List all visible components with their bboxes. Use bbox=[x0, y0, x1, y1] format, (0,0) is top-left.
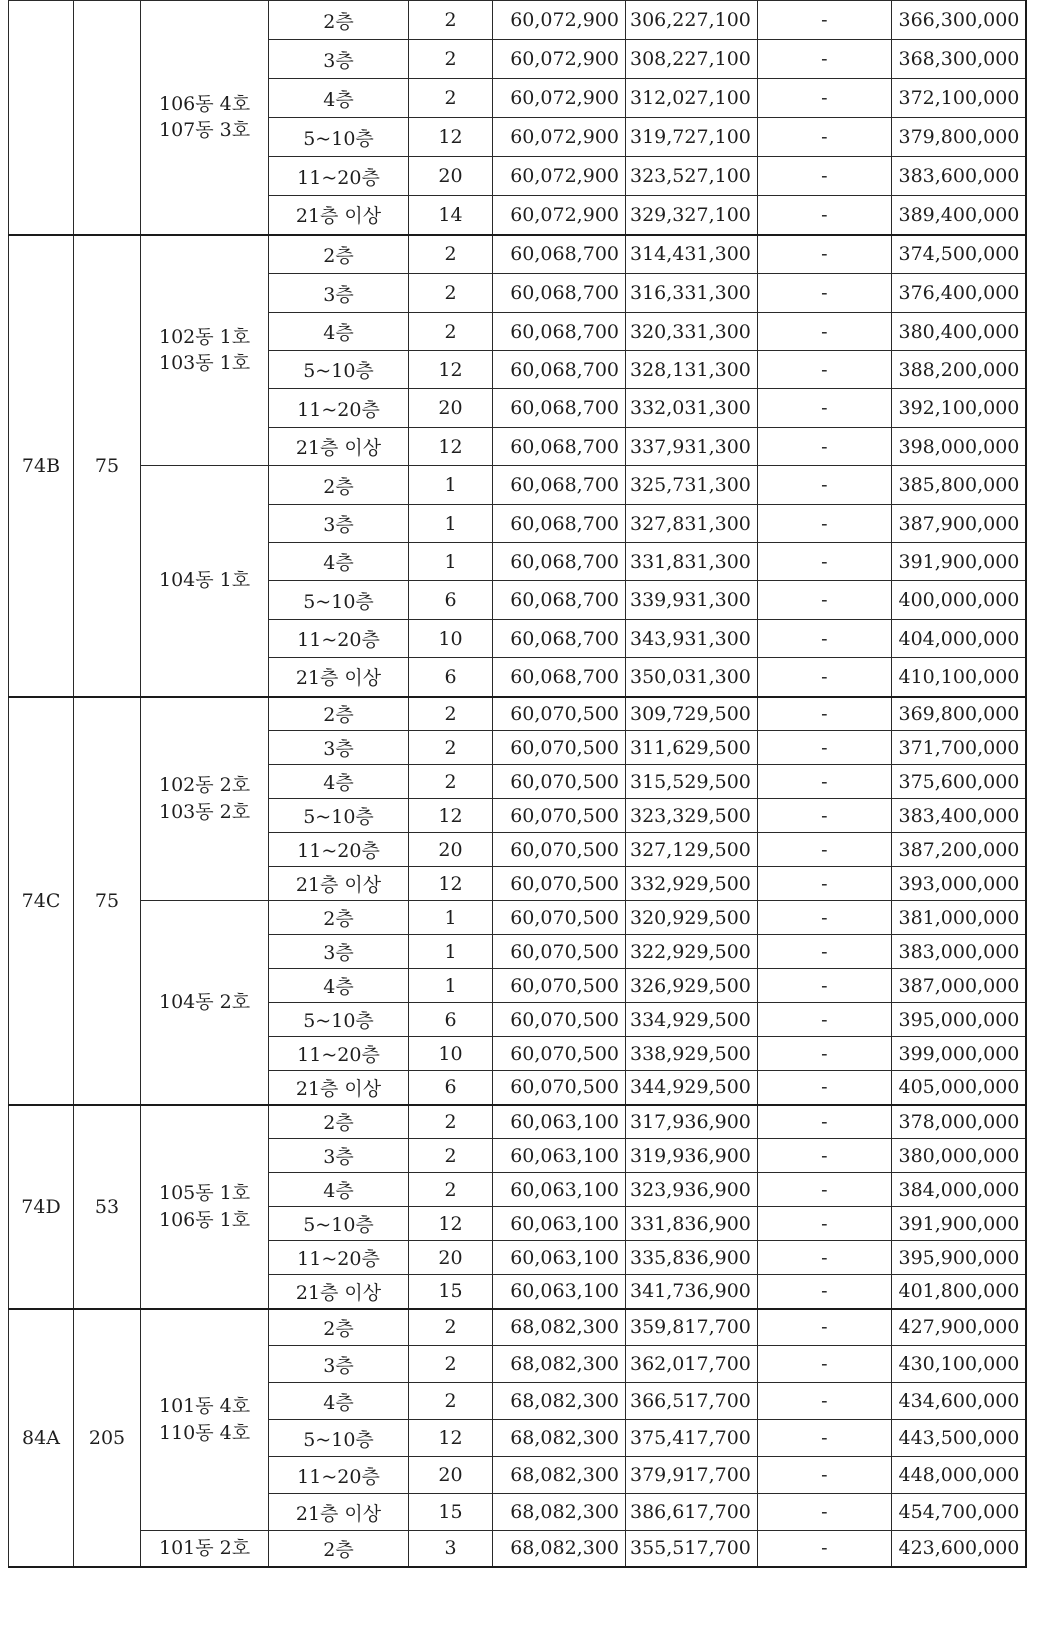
total-price-cell: 392,100,000 bbox=[891, 389, 1026, 428]
land-price-cell: 60,072,900 bbox=[493, 118, 626, 157]
total-price-cell: 376,400,000 bbox=[891, 274, 1026, 313]
total-price-cell: 400,000,000 bbox=[891, 581, 1026, 620]
total-price-cell: 380,000,000 bbox=[891, 1139, 1026, 1173]
vat-cell: - bbox=[757, 1494, 891, 1531]
table-row bbox=[9, 1531, 1027, 1567]
building-price-cell: 386,617,700 bbox=[626, 1494, 758, 1531]
housing-type-cell: 74B bbox=[9, 235, 74, 697]
units-cell: 12 bbox=[409, 1207, 493, 1241]
units-cell: 2 bbox=[409, 697, 493, 731]
total-price-cell: 379,800,000 bbox=[891, 118, 1026, 157]
units-cell: 10 bbox=[409, 1037, 493, 1071]
housing-type-cell: 74C bbox=[9, 697, 74, 1105]
building-price-cell: 323,527,100 bbox=[626, 157, 758, 196]
floor-cell: 3층 bbox=[269, 40, 409, 79]
housing-type-cell: 84A bbox=[9, 1309, 74, 1567]
building-price-cell: 328,131,300 bbox=[626, 351, 758, 389]
building-price-cell: 316,331,300 bbox=[626, 274, 758, 313]
total-price-cell: 375,600,000 bbox=[891, 765, 1026, 799]
units-cell: 2 bbox=[409, 1309, 493, 1346]
floor-cell: 5~10층 bbox=[269, 799, 409, 833]
building-price-cell: 359,817,700 bbox=[626, 1309, 758, 1346]
building-price-cell: 319,727,100 bbox=[626, 118, 758, 157]
price-table-container bbox=[8, 0, 1027, 1568]
vat-cell: - bbox=[757, 79, 891, 118]
vat-cell: - bbox=[757, 1173, 891, 1207]
floor-cell: 2층 bbox=[269, 1309, 409, 1346]
total-price-cell: 405,000,000 bbox=[891, 1071, 1026, 1105]
land-price-cell: 60,068,700 bbox=[493, 466, 626, 505]
units-cell: 6 bbox=[409, 581, 493, 620]
total-price-cell: 387,200,000 bbox=[891, 833, 1026, 867]
units-cell: 2 bbox=[409, 1, 493, 40]
vat-cell: - bbox=[757, 389, 891, 428]
floor-cell: 11~20층 bbox=[269, 833, 409, 867]
building-price-cell: 337,931,300 bbox=[626, 428, 758, 466]
building-price-cell: 379,917,700 bbox=[626, 1457, 758, 1494]
floor-cell: 11~20층 bbox=[269, 157, 409, 196]
total-price-cell: 404,000,000 bbox=[891, 620, 1026, 658]
units-cell: 2 bbox=[409, 1383, 493, 1420]
vat-cell: - bbox=[757, 697, 891, 731]
building-price-cell: 311,629,500 bbox=[626, 731, 758, 765]
building-price-cell: 325,731,300 bbox=[626, 466, 758, 505]
units-cell: 12 bbox=[409, 351, 493, 389]
land-price-cell: 68,082,300 bbox=[493, 1494, 626, 1531]
building-price-cell: 312,027,100 bbox=[626, 79, 758, 118]
price-table-body bbox=[9, 1, 1027, 1567]
floor-cell: 2층 bbox=[269, 466, 409, 505]
vat-cell: - bbox=[757, 1207, 891, 1241]
units-cell: 12 bbox=[409, 428, 493, 466]
floor-cell: 21층 이상 bbox=[269, 428, 409, 466]
units-cell: 2 bbox=[409, 1346, 493, 1383]
units-cell: 20 bbox=[409, 1457, 493, 1494]
floor-cell: 21층 이상 bbox=[269, 196, 409, 235]
building-price-cell: 308,227,100 bbox=[626, 40, 758, 79]
price-table bbox=[8, 0, 1027, 1568]
land-price-cell: 60,068,700 bbox=[493, 658, 626, 697]
units-cell: 1 bbox=[409, 969, 493, 1003]
building-price-cell: 327,831,300 bbox=[626, 505, 758, 543]
floor-cell: 11~20층 bbox=[269, 389, 409, 428]
units-cell: 6 bbox=[409, 1003, 493, 1037]
floor-cell: 3층 bbox=[269, 935, 409, 969]
building-price-cell: 322,929,500 bbox=[626, 935, 758, 969]
floor-cell: 4층 bbox=[269, 765, 409, 799]
supply-count-cell: 75 bbox=[74, 235, 141, 697]
units-cell: 6 bbox=[409, 1071, 493, 1105]
building-price-cell: 315,529,500 bbox=[626, 765, 758, 799]
building-unit-cell: 104동 1호 bbox=[141, 466, 269, 697]
vat-cell: - bbox=[757, 1531, 891, 1567]
total-price-cell: 369,800,000 bbox=[891, 697, 1026, 731]
total-price-cell: 443,500,000 bbox=[891, 1420, 1026, 1457]
table-row bbox=[9, 466, 1027, 505]
building-price-cell: 375,417,700 bbox=[626, 1420, 758, 1457]
total-price-cell: 427,900,000 bbox=[891, 1309, 1026, 1346]
building-price-cell: 323,936,900 bbox=[626, 1173, 758, 1207]
vat-cell: - bbox=[757, 157, 891, 196]
building-price-cell: 338,929,500 bbox=[626, 1037, 758, 1071]
units-cell: 6 bbox=[409, 658, 493, 697]
land-price-cell: 60,072,900 bbox=[493, 1, 626, 40]
building-price-cell: 327,129,500 bbox=[626, 833, 758, 867]
floor-cell: 2층 bbox=[269, 1105, 409, 1139]
floor-cell: 2층 bbox=[269, 901, 409, 935]
vat-cell: - bbox=[757, 1309, 891, 1346]
land-price-cell: 60,063,100 bbox=[493, 1241, 626, 1275]
floor-cell: 5~10층 bbox=[269, 1420, 409, 1457]
total-price-cell: 389,400,000 bbox=[891, 196, 1026, 235]
vat-cell: - bbox=[757, 118, 891, 157]
floor-cell: 21층 이상 bbox=[269, 658, 409, 697]
land-price-cell: 60,070,500 bbox=[493, 1071, 626, 1105]
vat-cell: - bbox=[757, 1, 891, 40]
building-price-cell: 329,327,100 bbox=[626, 196, 758, 235]
total-price-cell: 385,800,000 bbox=[891, 466, 1026, 505]
total-price-cell: 372,100,000 bbox=[891, 79, 1026, 118]
table-row bbox=[9, 1, 1027, 40]
land-price-cell: 60,063,100 bbox=[493, 1275, 626, 1309]
floor-cell: 4층 bbox=[269, 1173, 409, 1207]
total-price-cell: 374,500,000 bbox=[891, 235, 1026, 274]
units-cell: 2 bbox=[409, 79, 493, 118]
land-price-cell: 68,082,300 bbox=[493, 1309, 626, 1346]
units-cell: 12 bbox=[409, 867, 493, 901]
total-price-cell: 395,900,000 bbox=[891, 1241, 1026, 1275]
building-unit-cell: 102동 2호 103동 2호 bbox=[141, 697, 269, 901]
land-price-cell: 60,070,500 bbox=[493, 901, 626, 935]
vat-cell: - bbox=[757, 867, 891, 901]
units-cell: 12 bbox=[409, 118, 493, 157]
floor-cell: 11~20층 bbox=[269, 1037, 409, 1071]
table-row bbox=[9, 1309, 1027, 1346]
vat-cell: - bbox=[757, 731, 891, 765]
floor-cell: 21층 이상 bbox=[269, 1071, 409, 1105]
land-price-cell: 60,063,100 bbox=[493, 1105, 626, 1139]
units-cell: 20 bbox=[409, 833, 493, 867]
total-price-cell: 378,000,000 bbox=[891, 1105, 1026, 1139]
units-cell: 1 bbox=[409, 505, 493, 543]
land-price-cell: 60,070,500 bbox=[493, 1003, 626, 1037]
floor-cell: 3층 bbox=[269, 505, 409, 543]
land-price-cell: 60,072,900 bbox=[493, 40, 626, 79]
building-price-cell: 326,929,500 bbox=[626, 969, 758, 1003]
total-price-cell: 448,000,000 bbox=[891, 1457, 1026, 1494]
floor-cell: 3층 bbox=[269, 731, 409, 765]
land-price-cell: 60,070,500 bbox=[493, 969, 626, 1003]
building-price-cell: 314,431,300 bbox=[626, 235, 758, 274]
building-price-cell: 309,729,500 bbox=[626, 697, 758, 731]
land-price-cell: 60,072,900 bbox=[493, 157, 626, 196]
units-cell: 12 bbox=[409, 799, 493, 833]
total-price-cell: 398,000,000 bbox=[891, 428, 1026, 466]
land-price-cell: 60,068,700 bbox=[493, 581, 626, 620]
units-cell: 2 bbox=[409, 765, 493, 799]
units-cell: 2 bbox=[409, 313, 493, 351]
supply-count-cell: 205 bbox=[74, 1309, 141, 1567]
total-price-cell: 434,600,000 bbox=[891, 1383, 1026, 1420]
total-price-cell: 383,600,000 bbox=[891, 157, 1026, 196]
land-price-cell: 60,070,500 bbox=[493, 867, 626, 901]
floor-cell: 5~10층 bbox=[269, 1003, 409, 1037]
vat-cell: - bbox=[757, 765, 891, 799]
floor-cell: 2층 bbox=[269, 1, 409, 40]
vat-cell: - bbox=[757, 1275, 891, 1309]
land-price-cell: 60,068,700 bbox=[493, 620, 626, 658]
land-price-cell: 60,068,700 bbox=[493, 505, 626, 543]
vat-cell: - bbox=[757, 543, 891, 581]
floor-cell: 11~20층 bbox=[269, 1457, 409, 1494]
vat-cell: - bbox=[757, 1003, 891, 1037]
building-unit-cell: 106동 4호 107동 3호 bbox=[141, 1, 269, 235]
land-price-cell: 60,070,500 bbox=[493, 697, 626, 731]
total-price-cell: 401,800,000 bbox=[891, 1275, 1026, 1309]
vat-cell: - bbox=[757, 1139, 891, 1173]
units-cell: 2 bbox=[409, 274, 493, 313]
land-price-cell: 60,063,100 bbox=[493, 1173, 626, 1207]
vat-cell: - bbox=[757, 620, 891, 658]
vat-cell: - bbox=[757, 274, 891, 313]
total-price-cell: 391,900,000 bbox=[891, 543, 1026, 581]
floor-cell: 2층 bbox=[269, 1531, 409, 1567]
floor-cell: 3층 bbox=[269, 1346, 409, 1383]
vat-cell: - bbox=[757, 351, 891, 389]
land-price-cell: 68,082,300 bbox=[493, 1420, 626, 1457]
land-price-cell: 60,063,100 bbox=[493, 1207, 626, 1241]
units-cell: 2 bbox=[409, 731, 493, 765]
total-price-cell: 381,000,000 bbox=[891, 901, 1026, 935]
vat-cell: - bbox=[757, 969, 891, 1003]
vat-cell: - bbox=[757, 466, 891, 505]
floor-cell: 3층 bbox=[269, 274, 409, 313]
building-price-cell: 317,936,900 bbox=[626, 1105, 758, 1139]
housing-type-cell: 74D bbox=[9, 1105, 74, 1309]
land-price-cell: 68,082,300 bbox=[493, 1531, 626, 1567]
units-cell: 20 bbox=[409, 157, 493, 196]
units-cell: 2 bbox=[409, 40, 493, 79]
building-unit-cell: 101동 4호 110동 4호 bbox=[141, 1309, 269, 1531]
building-unit-cell: 101동 2호 bbox=[141, 1531, 269, 1567]
building-price-cell: 319,936,900 bbox=[626, 1139, 758, 1173]
floor-cell: 5~10층 bbox=[269, 581, 409, 620]
total-price-cell: 430,100,000 bbox=[891, 1346, 1026, 1383]
land-price-cell: 60,070,500 bbox=[493, 731, 626, 765]
floor-cell: 5~10층 bbox=[269, 1207, 409, 1241]
units-cell: 1 bbox=[409, 901, 493, 935]
vat-cell: - bbox=[757, 1457, 891, 1494]
vat-cell: - bbox=[757, 428, 891, 466]
floor-cell: 3층 bbox=[269, 1139, 409, 1173]
floor-cell: 4층 bbox=[269, 543, 409, 581]
building-price-cell: 355,517,700 bbox=[626, 1531, 758, 1567]
building-price-cell: 341,736,900 bbox=[626, 1275, 758, 1309]
land-price-cell: 60,072,900 bbox=[493, 196, 626, 235]
building-price-cell: 334,929,500 bbox=[626, 1003, 758, 1037]
vat-cell: - bbox=[757, 581, 891, 620]
vat-cell: - bbox=[757, 40, 891, 79]
land-price-cell: 60,070,500 bbox=[493, 1037, 626, 1071]
vat-cell: - bbox=[757, 313, 891, 351]
total-price-cell: 366,300,000 bbox=[891, 1, 1026, 40]
floor-cell: 4층 bbox=[269, 969, 409, 1003]
land-price-cell: 68,082,300 bbox=[493, 1383, 626, 1420]
floor-cell: 5~10층 bbox=[269, 118, 409, 157]
land-price-cell: 60,068,700 bbox=[493, 235, 626, 274]
total-price-cell: 399,000,000 bbox=[891, 1037, 1026, 1071]
units-cell: 15 bbox=[409, 1275, 493, 1309]
land-price-cell: 60,068,700 bbox=[493, 351, 626, 389]
vat-cell: - bbox=[757, 658, 891, 697]
units-cell: 15 bbox=[409, 1494, 493, 1531]
vat-cell: - bbox=[757, 1241, 891, 1275]
building-price-cell: 344,929,500 bbox=[626, 1071, 758, 1105]
units-cell: 14 bbox=[409, 196, 493, 235]
floor-cell: 4층 bbox=[269, 1383, 409, 1420]
units-cell: 2 bbox=[409, 235, 493, 274]
vat-cell: - bbox=[757, 901, 891, 935]
building-price-cell: 366,517,700 bbox=[626, 1383, 758, 1420]
units-cell: 2 bbox=[409, 1105, 493, 1139]
land-price-cell: 60,070,500 bbox=[493, 765, 626, 799]
vat-cell: - bbox=[757, 833, 891, 867]
units-cell: 12 bbox=[409, 1420, 493, 1457]
floor-cell: 11~20층 bbox=[269, 620, 409, 658]
housing-type-cell bbox=[9, 1, 74, 235]
floor-cell: 11~20층 bbox=[269, 1241, 409, 1275]
total-price-cell: 423,600,000 bbox=[891, 1531, 1026, 1567]
total-price-cell: 395,000,000 bbox=[891, 1003, 1026, 1037]
floor-cell: 21층 이상 bbox=[269, 1275, 409, 1309]
vat-cell: - bbox=[757, 1071, 891, 1105]
building-price-cell: 331,831,300 bbox=[626, 543, 758, 581]
building-price-cell: 362,017,700 bbox=[626, 1346, 758, 1383]
total-price-cell: 380,400,000 bbox=[891, 313, 1026, 351]
land-price-cell: 60,070,500 bbox=[493, 833, 626, 867]
land-price-cell: 60,068,700 bbox=[493, 389, 626, 428]
floor-cell: 4층 bbox=[269, 313, 409, 351]
total-price-cell: 387,000,000 bbox=[891, 969, 1026, 1003]
supply-count-cell bbox=[74, 1, 141, 235]
units-cell: 20 bbox=[409, 389, 493, 428]
vat-cell: - bbox=[757, 1037, 891, 1071]
building-price-cell: 332,929,500 bbox=[626, 867, 758, 901]
total-price-cell: 410,100,000 bbox=[891, 658, 1026, 697]
total-price-cell: 391,900,000 bbox=[891, 1207, 1026, 1241]
land-price-cell: 60,068,700 bbox=[493, 543, 626, 581]
floor-cell: 2층 bbox=[269, 235, 409, 274]
building-price-cell: 339,931,300 bbox=[626, 581, 758, 620]
supply-count-cell: 75 bbox=[74, 697, 141, 1105]
total-price-cell: 384,000,000 bbox=[891, 1173, 1026, 1207]
vat-cell: - bbox=[757, 235, 891, 274]
vat-cell: - bbox=[757, 1420, 891, 1457]
building-unit-cell: 104동 2호 bbox=[141, 901, 269, 1105]
units-cell: 10 bbox=[409, 620, 493, 658]
building-price-cell: 350,031,300 bbox=[626, 658, 758, 697]
total-price-cell: 383,000,000 bbox=[891, 935, 1026, 969]
units-cell: 20 bbox=[409, 1241, 493, 1275]
total-price-cell: 388,200,000 bbox=[891, 351, 1026, 389]
building-unit-cell: 105동 1호 106동 1호 bbox=[141, 1105, 269, 1309]
floor-cell: 2층 bbox=[269, 697, 409, 731]
floor-cell: 21층 이상 bbox=[269, 867, 409, 901]
building-unit-cell: 102동 1호 103동 1호 bbox=[141, 235, 269, 466]
total-price-cell: 383,400,000 bbox=[891, 799, 1026, 833]
building-price-cell: 320,331,300 bbox=[626, 313, 758, 351]
vat-cell: - bbox=[757, 1105, 891, 1139]
total-price-cell: 371,700,000 bbox=[891, 731, 1026, 765]
building-price-cell: 335,836,900 bbox=[626, 1241, 758, 1275]
building-price-cell: 332,031,300 bbox=[626, 389, 758, 428]
units-cell: 2 bbox=[409, 1173, 493, 1207]
building-price-cell: 320,929,500 bbox=[626, 901, 758, 935]
land-price-cell: 60,070,500 bbox=[493, 935, 626, 969]
vat-cell: - bbox=[757, 196, 891, 235]
land-price-cell: 68,082,300 bbox=[493, 1346, 626, 1383]
vat-cell: - bbox=[757, 1383, 891, 1420]
vat-cell: - bbox=[757, 799, 891, 833]
vat-cell: - bbox=[757, 505, 891, 543]
vat-cell: - bbox=[757, 1346, 891, 1383]
building-price-cell: 343,931,300 bbox=[626, 620, 758, 658]
units-cell: 1 bbox=[409, 466, 493, 505]
land-price-cell: 60,063,100 bbox=[493, 1139, 626, 1173]
vat-cell: - bbox=[757, 935, 891, 969]
land-price-cell: 60,072,900 bbox=[493, 79, 626, 118]
floor-cell: 5~10층 bbox=[269, 351, 409, 389]
units-cell: 1 bbox=[409, 935, 493, 969]
units-cell: 3 bbox=[409, 1531, 493, 1567]
table-row bbox=[9, 901, 1027, 935]
land-price-cell: 60,068,700 bbox=[493, 313, 626, 351]
table-row bbox=[9, 697, 1027, 731]
supply-count-cell: 53 bbox=[74, 1105, 141, 1309]
land-price-cell: 60,068,700 bbox=[493, 428, 626, 466]
total-price-cell: 454,700,000 bbox=[891, 1494, 1026, 1531]
building-price-cell: 323,329,500 bbox=[626, 799, 758, 833]
total-price-cell: 368,300,000 bbox=[891, 40, 1026, 79]
total-price-cell: 393,000,000 bbox=[891, 867, 1026, 901]
total-price-cell: 387,900,000 bbox=[891, 505, 1026, 543]
building-price-cell: 331,836,900 bbox=[626, 1207, 758, 1241]
land-price-cell: 60,070,500 bbox=[493, 799, 626, 833]
land-price-cell: 68,082,300 bbox=[493, 1457, 626, 1494]
units-cell: 2 bbox=[409, 1139, 493, 1173]
floor-cell: 21층 이상 bbox=[269, 1494, 409, 1531]
land-price-cell: 60,068,700 bbox=[493, 274, 626, 313]
table-row bbox=[9, 1105, 1027, 1139]
units-cell: 1 bbox=[409, 543, 493, 581]
building-price-cell: 306,227,100 bbox=[626, 1, 758, 40]
table-row bbox=[9, 235, 1027, 274]
floor-cell: 4층 bbox=[269, 79, 409, 118]
